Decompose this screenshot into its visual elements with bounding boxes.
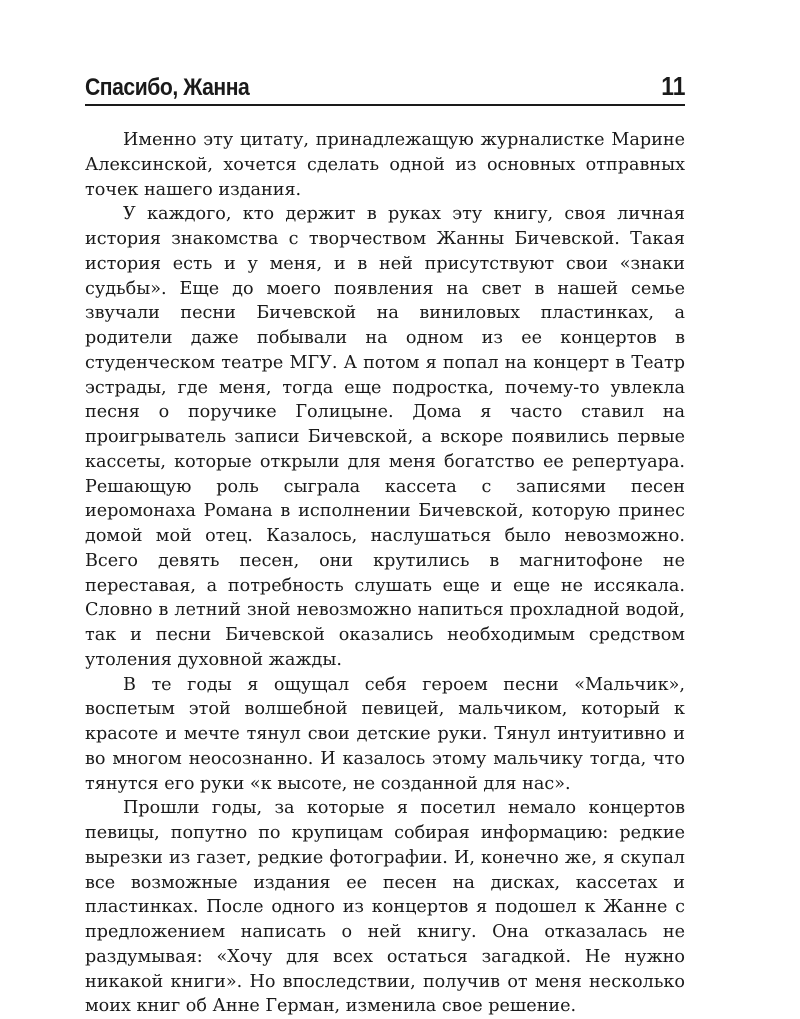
chapter-title: Спасибо, Жанна xyxy=(85,74,250,101)
paragraph-4-text-before: Прошли годы, за которые я посетил немало концертов певицы, попутно по крупицам собирая информацию: редкие вырезки из газет, редкие фотографии. И, конечно же, я скупал все возможные издания ее песен на дисках, кассетах и пластинках. После одного из концертов я подошел к Жанне с предложением написать о ней книгу. Она отказалась не раздумывая: xyxy=(85,798,685,967)
running-header xyxy=(85,66,685,106)
body-text xyxy=(85,128,685,1019)
book-page xyxy=(85,66,685,1019)
paragraph-4 xyxy=(85,796,685,1019)
paragraph-4-text-after: . Но впоследствии, получив от меня несколько моих книг об Анне Герман, изменила свое решение. xyxy=(85,971,685,1017)
paragraph-3: В те годы я ощущал себя героем песни «Мальчик», воспетым этой волшебной певицей, мальчиком, который к красоте и мечте тянул свои детские руки. Тянул интуитивно и во многом неосознанно. И казалось этому мальчику тогда, что тянутся его руки «к высоте, не созданной для нас». xyxy=(85,674,685,794)
paragraph-1: Именно эту цитату, принадлежащую журналистке Марине Алексинской, хочется сделать одной из основных отправных точек нашего издания. xyxy=(85,130,685,200)
paragraph-2: У каждого, кто держит в руках эту книгу, своя личная история знакомства с творчеством Жанны Бичевской. Такая история есть и у меня, и в ней присутствуют свои «знаки судьбы». Еще до моего появления на свет в нашей семье звучали песни Бичевской на виниловых пластинках, а родители даже побывали на одном из ее концертов в студенческом театре МГУ. А потом я попал на концерт в Театр эстрады, где меня, тогда еще подростка, почему-то увлекла песня о поручике Голицыне. Дома я часто ставил на проигрыватель записи Бичевской, а вскоре появились первые кассеты, которые открыли для меня богатство ее репертуара. Решающую роль сыграла кассета с записями песен иеромонаха Романа в исполнении Бичевской, которую принес домой мой отец. Казалось, наслушаться было невозможно. Всего девять песен, они крутились в магнитофоне не переставая, а потребность слушать еще и еще не иссякала. Словно в летний зной невозможно напиться прохладной водой, так и песни Бичевской оказались необходимым средством утоления духовной жажды. xyxy=(85,204,685,670)
italic-quote: «Хочу для всех остаться загадкой. Не нужно никакой книги» xyxy=(85,946,685,992)
page-number: 11 xyxy=(660,71,685,101)
